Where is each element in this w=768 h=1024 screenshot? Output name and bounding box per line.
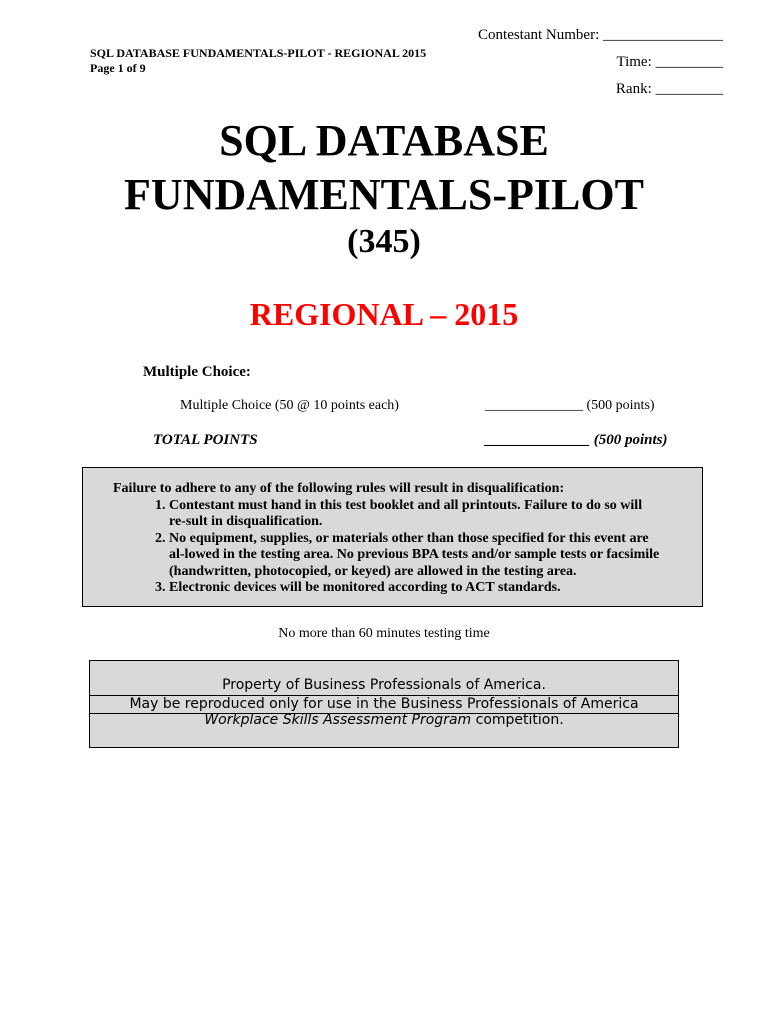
course-title: SQL DATABASE FUNDAMENTALS-PILOT - REGIONAL 2015 xyxy=(90,46,427,60)
document-header xyxy=(90,46,426,76)
total-label: TOTAL POINTS xyxy=(153,432,258,448)
property-line-3 xyxy=(90,712,678,729)
rule-item: 2. No equipment, supplies, or materials other than those specified for this event are al-lowed in the testing area. No previous BPA tests and/or sample tests or facsimile (handwritten, photocopied, or keyed) are allowed in the testing area. xyxy=(169,531,662,581)
property-line-1: Property of Business Professionals of America. xyxy=(222,677,546,693)
rules-intro: Failure to adhere to any of the following rules will result in disqualification: xyxy=(113,481,565,496)
total-points: ______________ (500 points) xyxy=(485,432,668,448)
rule-item: 1. Contestant must hand in this test booklet and all printouts. Failure to do so will re-sult in disqualification. xyxy=(169,498,662,531)
time-limit-note: No more than 60 minutes testing time xyxy=(278,626,490,641)
rule-item: 3. Electronic devices will be monitored according to ACT standards. xyxy=(169,580,662,597)
contestant-number-field: Contestant Number: ________________ xyxy=(478,27,723,43)
title-line-1: SQL DATABASE xyxy=(219,116,549,165)
property-line-3-rest: competition. xyxy=(471,712,564,728)
rank-field: Rank: _________ xyxy=(615,81,723,97)
time-field: Time: _________ xyxy=(616,54,723,70)
rules-list xyxy=(113,498,662,597)
rules-box xyxy=(82,467,703,607)
contestant-info xyxy=(478,22,723,103)
program-name: Workplace Skills Assessment Program xyxy=(204,712,472,728)
mc-label: Multiple Choice (50 @ 10 points each) xyxy=(180,398,399,413)
event-level: REGIONAL – 2015 xyxy=(249,296,519,332)
mc-points: ______________ (500 points) xyxy=(485,398,655,413)
section-label: Multiple Choice: xyxy=(143,364,251,380)
page-number: Page 1 of 9 xyxy=(90,61,146,75)
property-notice-box xyxy=(89,660,679,748)
title-line-2: FUNDAMENTALS-PILOT xyxy=(124,170,644,219)
property-line-2: May be reproduced only for use in the Business Professionals of America xyxy=(90,695,678,714)
event-code: (345) xyxy=(347,223,421,260)
